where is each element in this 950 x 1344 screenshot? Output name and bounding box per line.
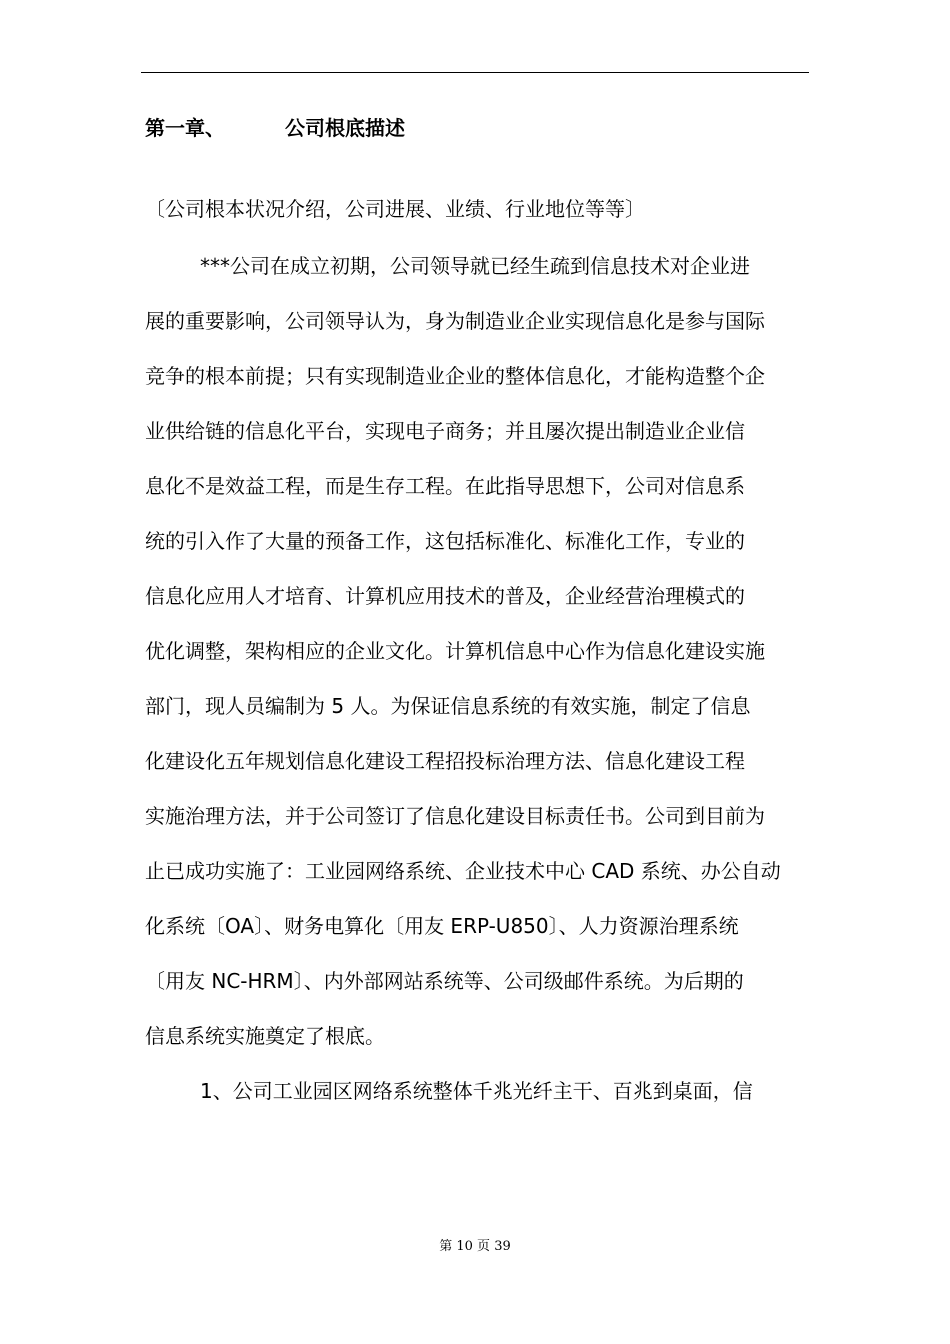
paragraph-line: 统的引入作了大量的预备工作，这包括标准化、标准化工作，专业的 bbox=[145, 529, 745, 553]
paragraph-line: 实施治理方法，并于公司签订了信息化建设目标责任书。公司到目前为 bbox=[145, 804, 765, 828]
header-rule bbox=[141, 72, 809, 73]
chapter-note: 〔公司根本状况介绍，公司进展、业绩、行业地位等等〕 bbox=[145, 197, 645, 221]
paragraph-line: 信息化应用人才培育、计算机应用技术的普及，企业经营治理模式的 bbox=[145, 584, 745, 608]
paragraph-line: 部门，现人员编制为 5 人。为保证信息系统的有效实施，制定了信息 bbox=[145, 694, 751, 718]
paragraph-line: 〔用友 NC-HRM〕、内外部网站系统等、公司级邮件系统。为后期的 bbox=[145, 969, 744, 993]
paragraph-line: 化建设化五年规划信息化建设工程招投标治理方法、信息化建设工程 bbox=[145, 749, 745, 773]
paragraph-line: 信息系统实施奠定了根底。 bbox=[145, 1024, 385, 1048]
chapter-number: 第一章、 bbox=[145, 116, 225, 140]
paragraph-line: 化系统〔OA〕、财务电算化〔用友 ERP-U850〕、人力资源治理系统 bbox=[145, 914, 739, 938]
page-footer: 第 10 页 39 bbox=[439, 1239, 511, 1254]
paragraph-line: 息化不是效益工程，而是生存工程。在此指导思想下，公司对信息系 bbox=[145, 474, 745, 498]
paragraph-line: 竞争的根本前提；只有实现制造业企业的整体信息化，才能构造整个企 bbox=[145, 364, 765, 388]
chapter-heading bbox=[145, 112, 405, 141]
paragraph-line: 展的重要影响，公司领导认为，身为制造业企业实现信息化是参与国际 bbox=[145, 309, 765, 333]
paragraph-line: 1、公司工业园区网络系统整体千兆光纤主干、百兆到桌面，信 bbox=[200, 1079, 753, 1103]
paragraph-line: ***公司在成立初期，公司领导就已经生疏到信息技术对企业进 bbox=[200, 254, 750, 278]
paragraph-line: 业供给链的信息化平台，实现电子商务；并且屡次提出制造业企业信 bbox=[145, 419, 745, 443]
paragraph-line: 优化调整，架构相应的企业文化。计算机信息中心作为信息化建设实施 bbox=[145, 639, 765, 663]
chapter-title: 公司根底描述 bbox=[285, 116, 405, 140]
paragraph-line: 止已成功实施了：工业园网络系统、企业技术中心 CAD 系统、办公自动 bbox=[145, 859, 781, 883]
